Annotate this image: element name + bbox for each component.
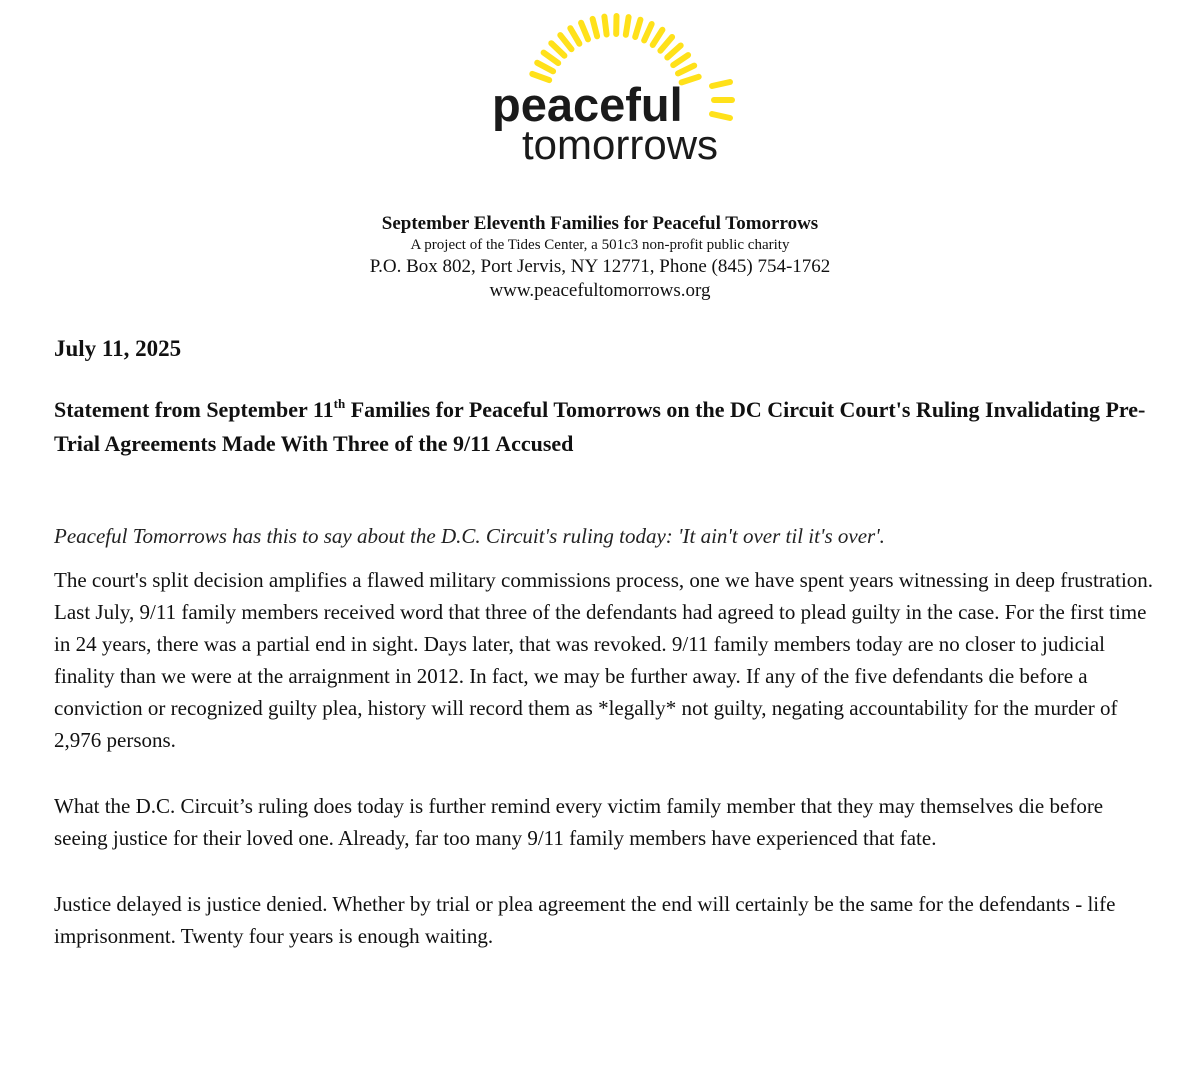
sun-ray — [635, 20, 640, 37]
sun-ray — [660, 37, 672, 51]
organization-tagline: A project of the Tides Center, a 501c3 non-profit public charity — [410, 237, 790, 253]
logo-word-peaceful: peaceful — [492, 78, 683, 131]
sun-ray — [560, 35, 571, 49]
sun-ray — [667, 46, 680, 58]
body-paragraph-1: The court's split decision amplifies a flawed military commissions process, one we have spent years witnessing in deep frustration. Last July, 9/11 family members received word that three of the defendants had agreed to plead guilty in the case. For the first time in 24 years, there was a partial end in sight. Days later, that was revoked. 9/11 family members today are no closer to judicial finality than we were at the arraignment in 2012. In fact, we may be further away. If any of the five defendants die before a conviction or recognized guilty plea, history will record them as *legally* not guilty, negating accountability for the murder of 2,976 persons. — [54, 568, 1154, 752]
organization-name: September Eleventh Families for Peaceful Tomorrows — [381, 213, 819, 234]
sun-ray — [537, 63, 553, 72]
statement-date: July 11, 2025 — [54, 336, 182, 361]
logo-word-tomorrows: tomorrows — [522, 121, 719, 168]
sun-ray — [570, 28, 579, 44]
sun-ray — [712, 82, 730, 86]
organization-address: P.O. Box 802, Port Jervis, NY 12771, Phone (845) 754-1762 — [369, 256, 831, 277]
statement-body — [54, 520, 1154, 986]
sun-ray — [604, 17, 606, 35]
sun-ray — [581, 23, 588, 40]
sun-ray — [593, 19, 598, 36]
body-paragraph-3: Justice delayed is justice denied. Whether by trial or plea agreement the end will certainly be the same for the defendants - life imprisonment. Twenty four years is enough waiting. — [54, 892, 1116, 948]
sun-ray — [544, 53, 559, 64]
sun-logo-icon — [480, 8, 750, 176]
peaceful-tomorrows-logo — [480, 8, 750, 176]
headline-part-1: Statement from September 11 — [54, 397, 334, 422]
headline-part-2: Families for Peaceful Tomorrows on the DC Circuit Court's Ruling Invalidating Pre-Trial Agreements Made With Three of the 9/11 Accused — [54, 397, 1146, 456]
statement-headline — [54, 393, 1154, 461]
sun-ray — [653, 30, 663, 45]
organization-header — [0, 212, 1200, 303]
sun-ray — [626, 17, 629, 35]
headline-superscript: th — [333, 396, 346, 411]
lead-quote: Peaceful Tomorrows has this to say about the D.C. Circuit's ruling today: 'It ain't over til it's over'. — [54, 524, 885, 548]
sun-ray — [551, 43, 564, 56]
sun-ray — [682, 77, 699, 83]
sun-ray — [712, 114, 730, 118]
body-paragraph-2: What the D.C. Circuit’s ruling does today is further remind every victim family member that they may themselves die before seeing justice for their loved one. Already, far too many 9/11 family members have experienced that fate. — [54, 794, 1104, 850]
organization-website: www.peacefultomorrows.org — [489, 280, 711, 301]
sun-ray — [644, 24, 652, 40]
sun-ray — [678, 66, 694, 74]
sun-ray — [673, 55, 688, 65]
